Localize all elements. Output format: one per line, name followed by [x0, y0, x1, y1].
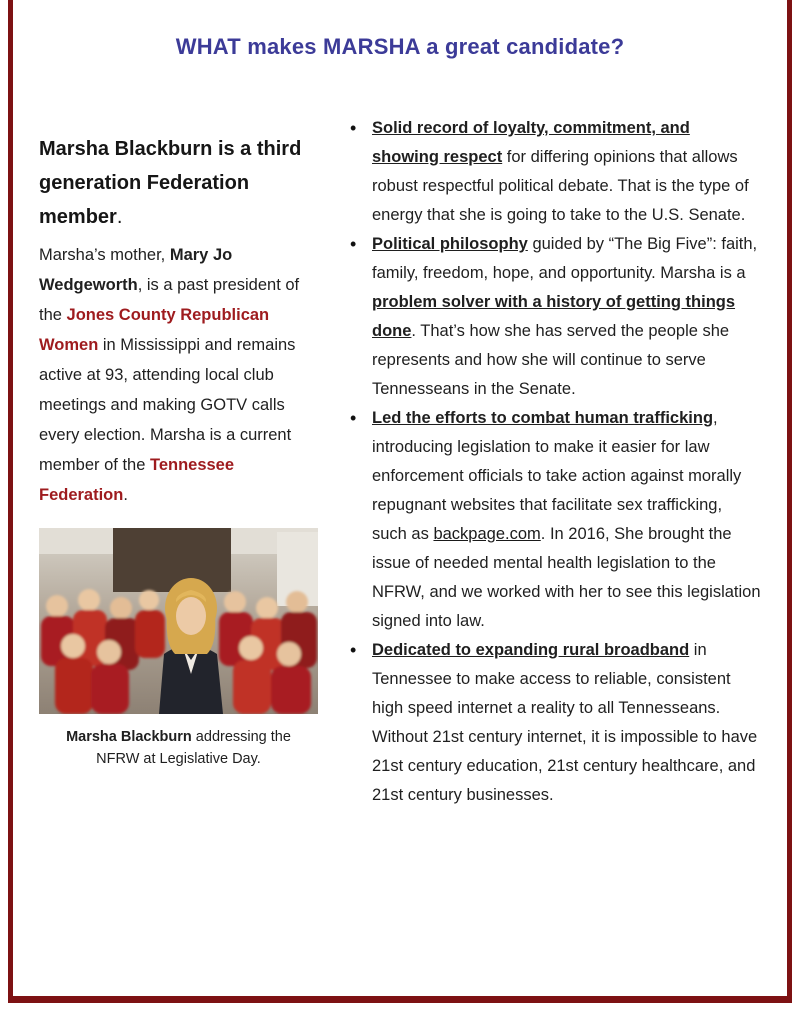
- text-segment: Jones County Republican Women: [39, 306, 270, 354]
- text-segment: .: [116, 206, 123, 228]
- intro-lead: [39, 132, 318, 234]
- text-segment: , introducing legislation to make it easier for law enforcement officials to take action against morally repugnant websites that facilitate sex trafficking, such as: [372, 409, 742, 543]
- text-segment: , is a past president of the: [39, 276, 300, 324]
- text-segment: Political philosophy: [372, 235, 528, 253]
- text-segment: for differing opinions that allows robust respectful political debate. That is the type of energy that she is going to take to the U.S. Senate.: [372, 148, 749, 224]
- page-title: WHAT makes MARSHA a great candidate?: [175, 34, 625, 59]
- bullet-item: [346, 404, 761, 636]
- text-segment: . That’s how she has served the people she represents and how she will continue to serve Tennesseans in the Senate.: [372, 322, 730, 398]
- text-segment: Dedicated to expanding rural broadband: [372, 641, 690, 659]
- text-segment: Marsha Blackburn: [66, 729, 192, 745]
- backpage-link[interactable]: backpage.com: [433, 525, 541, 543]
- content-columns: [39, 114, 761, 810]
- text-segment: Mary Jo Wedgeworth: [39, 246, 233, 294]
- text-segment: .: [123, 486, 128, 504]
- marsha-photo: [39, 528, 318, 714]
- text-segment: guided by “The Big Five”: faith, family, freedom, hope, and opportunity. Marsha is a: [372, 235, 758, 282]
- photo-caption: [39, 726, 318, 770]
- text-segment: in Mississippi and remains active at 93, attending local club meetings and making GOTV calls every election. Marsha is a current member of the: [39, 336, 296, 474]
- text-segment: in Tennessee to make access to reliable, consistent high speed internet a reality to all Tennesseans. Without 21st century internet, it is impossible to have 21st century education, 21st century healthcare, and 21st century businesses.: [372, 641, 758, 804]
- text-segment: addressing the NFRW at Legislative Day.: [96, 729, 291, 767]
- intro-paragraph: [39, 240, 318, 510]
- text-segment: . In 2016, She brought the issue of needed mental health legislation to the NFRW, and we worked with her to see this legislation signed into law.: [372, 525, 761, 630]
- text-segment: Solid record of loyalty, commitment, and showing respect: [372, 119, 690, 166]
- text-segment: Tennessee Federation: [39, 456, 235, 504]
- newsletter-frame: [8, 0, 792, 1003]
- text-segment: problem solver with a history of getting things done: [372, 293, 736, 340]
- left-column: [39, 114, 318, 810]
- text-segment: Marsha Blackburn is a third generation Federation member: [39, 138, 302, 228]
- bullet-item: [346, 636, 761, 810]
- bullet-item: [346, 114, 761, 230]
- right-column: [346, 114, 761, 810]
- text-segment: Marsha’s mother,: [39, 246, 170, 264]
- bullet-item: [346, 230, 761, 404]
- bullet-list: [346, 114, 761, 810]
- text-segment: Led the efforts to combat human trafficking: [372, 409, 714, 427]
